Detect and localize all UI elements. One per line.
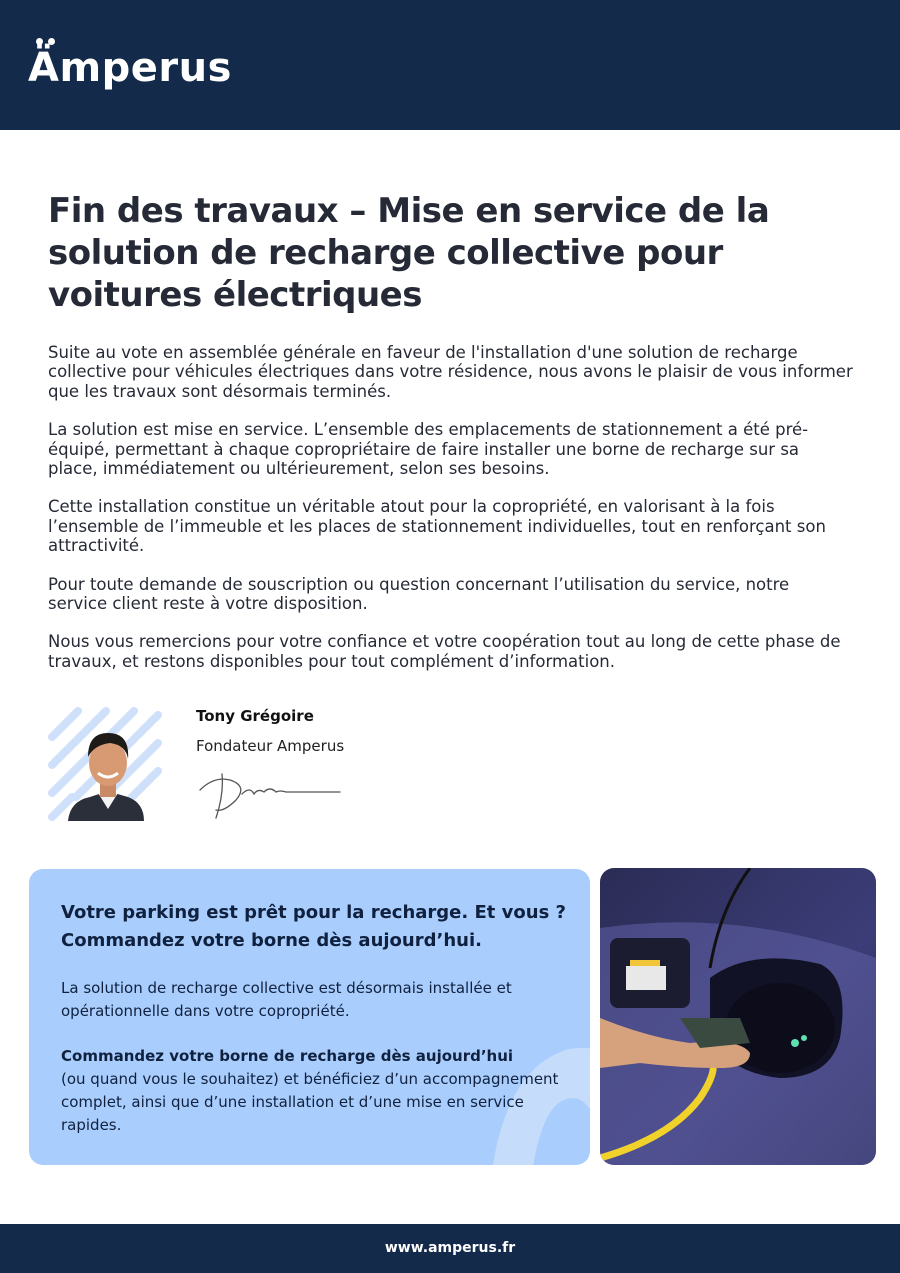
brand-logo: Ämperus xyxy=(28,45,232,91)
footer-banner xyxy=(0,1224,900,1273)
promo-cta-rest: (ou quand vous le souhaitez) et bénéficiez d’un accompagnement complet, ainsi que d’une installation et d’une mise en service rapides. xyxy=(61,1070,559,1134)
letter-body xyxy=(48,343,853,690)
promo-headline: Votre parking est prêt pour la recharge. Et vous ? Commandez votre borne dès aujourd’hui. xyxy=(61,902,567,951)
letter-paragraph: Cette installation constitue un véritable atout pour la copropriété, en valorisant à la fois l’ensemble de l’immeuble et les places de stationnement individuelles, tout en renforçant son attractivité. xyxy=(48,497,826,556)
handwritten-signature xyxy=(194,764,344,820)
letter-paragraph: Nous vous remercions pour votre confiance et votre coopération tout au long de cette phase de travaux, et restons disponibles pour tout complément d’information. xyxy=(48,632,841,671)
promo-cta-bold: Commandez votre borne de recharge dès aujourd’hui xyxy=(61,1047,514,1065)
letter-paragraph: La solution est mise en service. L’ensemble des emplacements de stationnement a été pré-équipé, permettant à chaque copropriétaire de faire installer une borne de recharge sur sa place, immédiatement ou ultérieurement, selon ses besoins. xyxy=(48,420,809,479)
promo-box xyxy=(29,869,590,1165)
promo-text: La solution de recharge collective est désormais installée et opérationnelle dans votre copropriété. xyxy=(61,979,512,1020)
website-link[interactable]: www.amperus.fr xyxy=(384,1240,516,1256)
letter-paragraph: Suite au vote en assemblée générale en faveur de l'installation d'une solution de recharge collective pour véhicules électriques dans votre résidence, nous avons le plaisir de vous informer que les travaux sont désormais terminés. xyxy=(48,343,853,401)
ev-charging-photo xyxy=(600,868,876,1165)
promo-cta xyxy=(61,1045,561,1137)
founder-avatar xyxy=(48,707,162,821)
header-banner xyxy=(0,0,900,130)
letter-paragraph: Pour toute demande de souscription ou question concernant l’utilisation du service, notre service client reste à votre disposition. xyxy=(48,574,790,614)
page-title: Fin des travaux – Mise en service de la solution de recharge collective pour voitures électriques xyxy=(48,191,770,315)
signatory-name: Tony Grégoire xyxy=(196,707,314,725)
signatory-role: Fondateur Amperus xyxy=(196,737,345,755)
